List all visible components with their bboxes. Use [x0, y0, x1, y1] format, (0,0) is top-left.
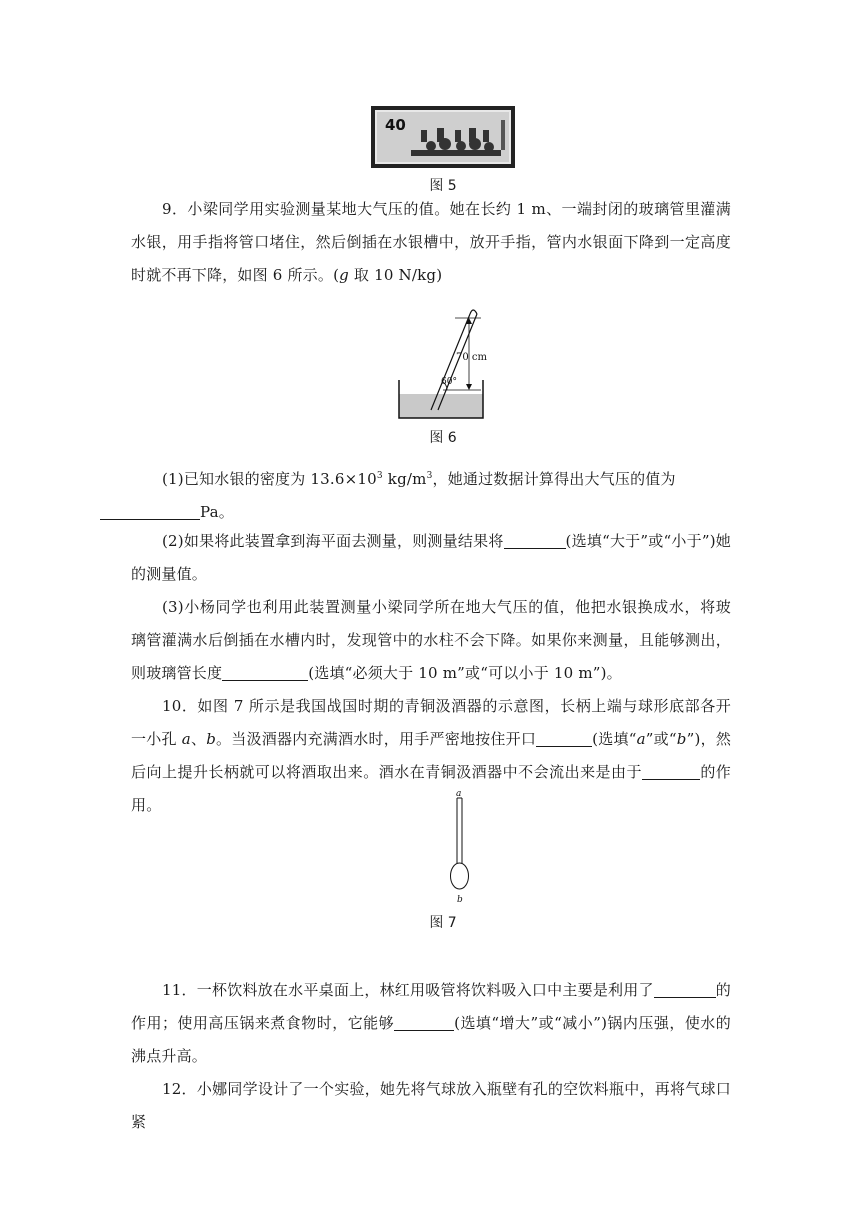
label-b: b — [457, 895, 463, 905]
question-9-part-1: (1)已知水银的密度为 $13.6\times 10^3$ $kg/m^3$，她通过数据计算得出大气压的值为 Pa。 — [131, 460, 731, 529]
figure-7-caption: 图 7 — [429, 915, 457, 931]
question-11-stem: 11．一杯饮料放在水平桌面上，林红用吸管将饮料吸入口中主要是利用了 的作用；使用高压锅来煮食物时，它能够 (选填“增大”或“减小”)锅内压强，使水的沸点升高。 — [131, 981, 731, 1065]
question-12-stem: 12．小娜同学设计了一个实验，她先将气球放入瓶壁有孔的空饮料瓶中，再将气球口紧 — [131, 1080, 731, 1131]
answer-blank-9-2[interactable] — [504, 532, 566, 549]
answer-blank-11-2[interactable] — [394, 1014, 454, 1031]
question-9-part-3: (3)小杨同学也利用此装置测量小梁同学所在地大气压的值，他把水银换成水，将玻璃管灌满水后倒插在水槽内时，发现管中的水柱不会下降。如果你来测量，且能够测出，则玻璃管长度 (选填“必须大于 10 m”或“可以小于 10 m”)。 — [131, 598, 731, 682]
answer-blank-9-1[interactable] — [100, 503, 200, 520]
label-a: a — [456, 789, 462, 799]
figure-6-caption: 图 6 — [429, 430, 457, 446]
question-9-stem: 9．小梁同学用实验测量某地大气压的值。她在长约 1 m、一端封闭的玻璃管里灌满水银，用手指将管口堵住，然后倒插在水银槽中，放开手指，管内水银面下降到一定高度时就不再下降，如图 6 所示。(g 取 10 N/kg) — [131, 200, 731, 284]
height-label: 70 cm — [456, 352, 487, 363]
question-10-stem: 10．如图 7 所示是我国战国时期的青铜汲酒器的示意图，长柄上端与球形底部各开一小孔 a、b。当汲酒器内充满酒水时，用手严密地按住开口 (选填“a”或“b”)，然后向上提升长柄就可以将酒取出来。酒水在青铜汲酒器中不会流出来是由于 的作用。 — [131, 697, 732, 814]
answer-blank-9-3[interactable] — [222, 664, 308, 681]
answer-blank-11-1[interactable] — [654, 981, 716, 998]
stamp-value: 40 — [385, 116, 406, 134]
figure-7-dipper-diagram — [440, 787, 480, 907]
question-9-part-2: (2)如果将此装置拿到海平面去测量，则测量结果将 (选填“大于”或“小于”)她的测量值。 — [131, 532, 731, 583]
answer-blank-10-1[interactable] — [536, 730, 592, 747]
figure-6-tube-diagram — [395, 302, 515, 422]
figure-5-stamp — [371, 106, 515, 168]
angle-label: 60° — [441, 377, 457, 387]
figure-5-caption: 图 5 — [429, 178, 457, 194]
answer-blank-10-2[interactable] — [642, 763, 700, 780]
